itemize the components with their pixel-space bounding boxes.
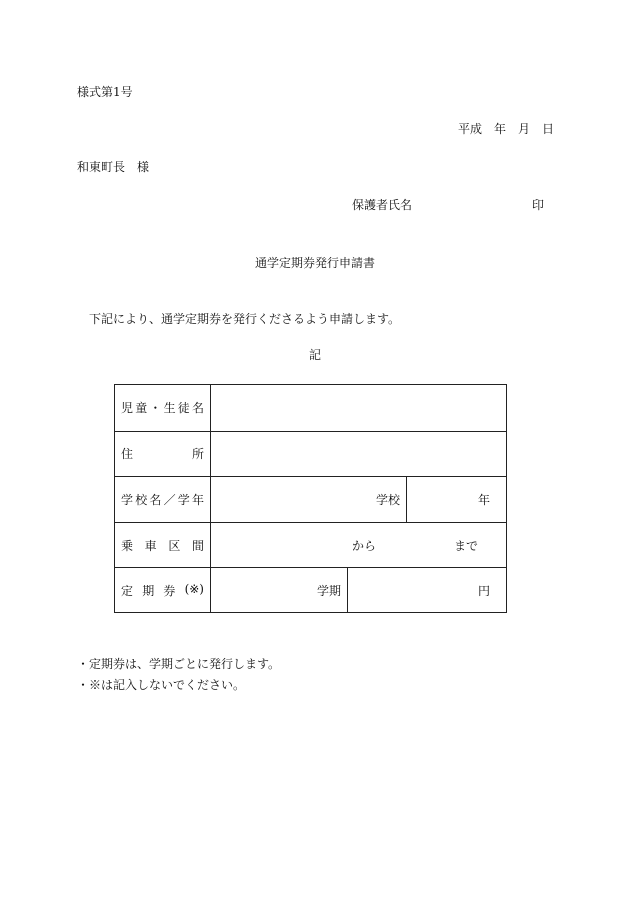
field-route-from[interactable] [211,523,382,568]
label-char: 徒 [177,401,190,416]
school-suffix: 学校 [375,492,400,507]
label-pass [115,568,211,613]
field-student-name[interactable] [211,385,506,431]
label-char: 乗 [121,538,134,553]
date-era: 平成 [457,122,482,136]
date-month: 月 [517,122,530,136]
label-char: 年 [191,492,204,507]
field-term[interactable] [211,568,347,613]
label-char: 定 [121,584,134,599]
yen-suffix: 円 [477,584,490,599]
field-route-to[interactable] [382,523,506,568]
label-char: 券 [163,584,176,599]
label-school-grade [115,477,211,522]
label-char: 期 [142,584,155,599]
label-char: 名 [191,401,204,416]
route-from-suffix: から [351,538,376,553]
intro-text: 下記により、通学定期券を発行くださるよう申請します。 [89,312,401,326]
label-char: 童 [135,401,148,416]
field-address[interactable] [211,432,506,477]
notes [77,654,280,696]
label-char: 児 [121,401,134,416]
document-title: 通学定期券発行申請書 [254,256,375,270]
label-char: 名 [149,492,162,507]
label-char: 校 [135,492,148,507]
label-char: 生 [163,401,176,416]
date-line [458,123,554,135]
guardian-name-label: 保護者氏名 [352,198,413,212]
field-amount[interactable] [347,568,506,613]
field-grade[interactable] [406,477,506,522]
table-row-student-name [115,385,506,431]
table-row-route [115,522,506,568]
application-table [114,384,507,613]
label-char: 所 [191,447,204,462]
label-char: 住 [121,447,134,462]
label-address [115,432,211,477]
table-row-pass [115,567,506,613]
route-to-suffix: まで [453,538,478,553]
table-row-address [115,431,506,477]
label-char: (※) [184,582,204,597]
date-year: 年 [493,122,506,136]
term-suffix: 学期 [316,584,341,599]
ki-heading: 記 [308,348,321,362]
note-item: ・※は記入しないでください。 [77,678,246,692]
label-char: ・ [149,401,162,416]
grade-suffix: 年 [477,492,490,507]
form-number: 様式第1号 [77,85,133,99]
label-student-name [115,385,211,431]
label-char: 区 [168,538,181,553]
label-char: 間 [191,538,204,553]
table-row-school-grade [115,476,506,522]
addressee: 和東町長 様 [77,160,150,174]
date-day: 日 [541,122,554,136]
seal-mark: 印 [532,198,545,212]
label-char: 学 [121,492,134,507]
field-school[interactable] [211,477,406,522]
label-char: ／ [163,492,176,507]
label-char: 車 [144,538,157,553]
label-route [115,523,211,568]
label-char: 学 [177,492,190,507]
note-item: ・定期券は、学期ごとに発行します。 [77,657,281,671]
